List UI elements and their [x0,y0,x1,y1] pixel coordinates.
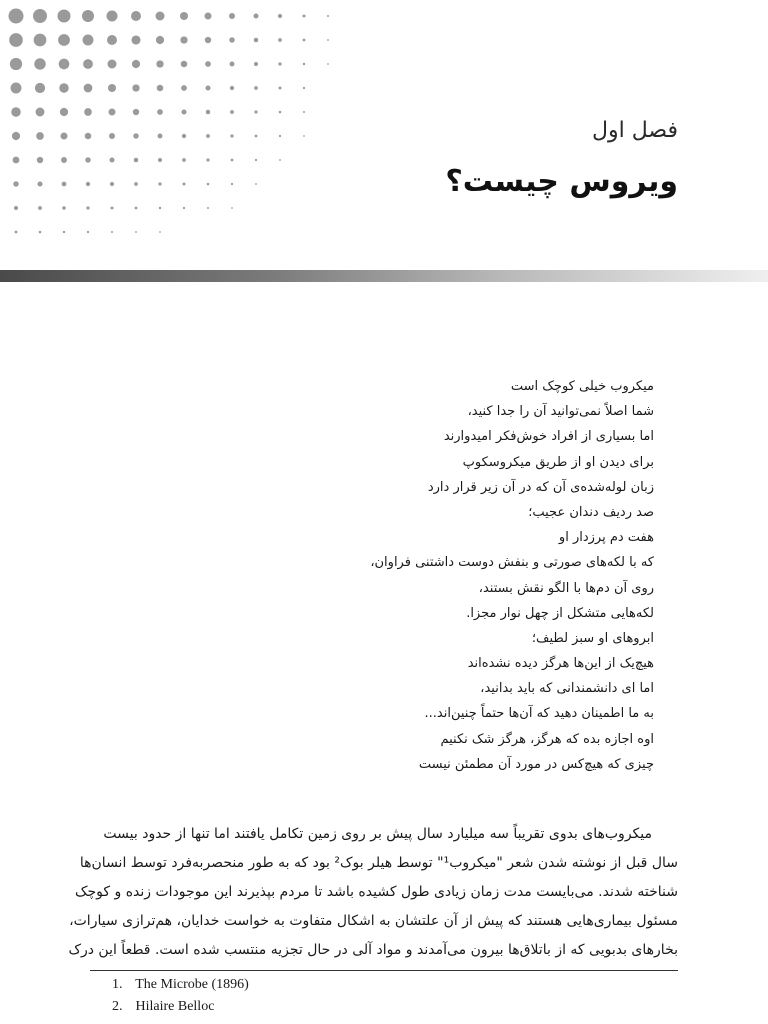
halftone-dot [60,132,67,139]
poem-line: روی آن دم‌ها با الگو نقش بستند، [478,580,654,596]
halftone-dot [255,183,257,185]
footnote-number: 2. [112,999,123,1014]
halftone-dot [83,59,93,69]
halftone-dot [86,182,90,186]
halftone-dot [254,86,258,90]
halftone-dot [34,58,45,69]
halftone-dot [254,38,259,43]
halftone-dot [254,110,257,113]
halftone-dot [303,87,305,89]
halftone-dot [181,109,186,114]
halftone-dot [59,59,70,70]
halftone-dot [61,157,67,163]
halftone-dot [206,134,210,138]
halftone-dot [11,83,22,94]
body-line: بخارهای بدبویی که از باتلاق‌ها بیرون می‌آمدند و مواد آلی در حال تجزیه منتسب شده است. قطعاً این درک [68,942,678,958]
body-line: سال قبل از نوشته شدن شعر "میکروب¹" توسط هیلر بوک² بود که به طور منحصربه‌فرد توسط انسان‌ها [79,855,678,871]
footnote-item [112,996,249,1018]
halftone-dot [133,133,138,138]
halftone-dot [206,158,209,161]
halftone-dot [303,39,306,42]
footnotes [112,974,249,1018]
halftone-dot [9,9,24,24]
halftone-dot [12,132,20,140]
halftone-dot [37,181,42,186]
halftone-dot [11,107,21,117]
halftone-dot [109,133,115,139]
halftone-dot [158,182,161,185]
halftone-dot [131,35,140,44]
header-gradient-rule [0,270,768,282]
halftone-dot [159,207,161,209]
halftone-dot [230,86,234,90]
halftone-dot [134,158,139,163]
halftone-dot [107,35,117,45]
footnote-text: The Microbe (1896) [135,977,249,992]
footnote-divider [90,970,678,971]
poem-line: ابروهای او سبز لطیف؛ [531,630,654,646]
halftone-dot [10,58,22,70]
poem [254,374,654,777]
halftone-dot [87,231,89,233]
halftone-dot [82,10,94,22]
halftone-dot [180,36,187,43]
halftone-dot [303,111,305,113]
halftone-dot [206,110,210,114]
halftone-dot [34,34,47,47]
poem-line: صد ردیف دندان عجیب؛ [528,504,654,520]
halftone-dot [59,83,68,92]
poem-line: لکه‌هایی متشکل از چهل نوار مجزا. [466,605,654,621]
halftone-dot [14,206,18,210]
halftone-dot [205,13,212,20]
body-line: شناخته شدند. می‌بایست مدت زمان زیادی طول کشیده باشد تا مردم بپذیرند این موجودات زنده و کوچک [74,884,678,900]
halftone-dot [230,110,234,114]
poem-line: که با لکه‌های صورتی و بنفش دوست داشتنی فراوان، [370,555,654,571]
body-paragraph [68,820,678,965]
halftone-dot [279,159,281,161]
halftone-dot [231,159,234,162]
halftone-dot [279,87,282,90]
halftone-dot [111,231,113,233]
halftone-dot [13,157,20,164]
halftone-dot [231,207,233,209]
halftone-dot [109,109,116,116]
halftone-dot [157,85,164,92]
halftone-dot [85,157,90,162]
poem-line: اما ای دانشمندانی که باید بدانید، [480,681,654,697]
halftone-dot [108,60,117,69]
halftone-dot [36,108,45,117]
halftone-dot [132,60,140,68]
footnote-number: 1. [112,977,123,992]
halftone-dot [255,159,257,161]
poem-line: اوه اجازه بده که هرگز، هرگز شک نکنیم [440,731,654,747]
halftone-dot [156,60,163,67]
halftone-dot [107,11,118,22]
poem-line: چیزی که هیچ‌کس در مورد آن مطمئن نیست [418,756,654,772]
halftone-dot [84,84,93,93]
halftone-dot [278,14,282,18]
halftone-dot [230,62,235,67]
halftone-dot [60,108,68,116]
poem-line: هفت دم پرزدار او [558,530,654,546]
halftone-dot [229,37,234,42]
halftone-dot [181,61,188,68]
halftone-dot [303,15,306,18]
halftone-dot [156,36,164,44]
halftone-dot [135,207,138,210]
halftone-dot [278,62,281,65]
halftone-dot [132,84,139,91]
body-line: مسئول بیماری‌هایی هستند که پیش از آن علتشان به اشکال متفاوت به خواست خدایان، هم‌ترازی سیارات، [69,913,678,929]
poem-line: برای دیدن او از طریق میکروسکوپ [462,454,654,470]
halftone-dot [62,206,66,210]
halftone-dot [156,12,165,21]
halftone-dot [255,135,258,138]
poem-line: به ما اطمینان دهید که آن‌ها حتماً چنین‌اند... [424,706,654,722]
halftone-dot [108,84,116,92]
chapter-title: ویروس چیست؟ [445,164,678,199]
halftone-dot [131,11,141,21]
halftone-dot [83,35,94,46]
poem-line: زبان لوله‌شده‌ی آن که در آن زیر قرار دارد [427,479,654,495]
halftone-dot [135,231,137,233]
halftone-dot [207,207,209,209]
halftone-dot [254,14,259,19]
halftone-dot [183,183,186,186]
halftone-dot [111,207,114,210]
halftone-dot [35,83,45,93]
halftone-dot [58,34,70,46]
halftone-dot [278,38,282,42]
halftone-dot [182,158,186,162]
halftone-dot [134,182,138,186]
halftone-dot [327,63,329,65]
halftone-dot [110,182,114,186]
halftone-dot [229,13,235,19]
halftone-dot [159,231,161,233]
poem-line: شما اصلاً نمی‌توانید آن را جدا کنید، [467,404,654,420]
halftone-dot [84,108,92,116]
halftone-dot [231,183,233,185]
halftone-dot [15,231,18,234]
halftone-dot [157,109,163,115]
halftone-dot [62,182,67,187]
halftone-dot [36,132,44,140]
halftone-dot [254,62,258,66]
halftone-dot [133,109,139,115]
halftone-dot [303,63,305,65]
halftone-dot [180,12,188,20]
halftone-dot [110,158,115,163]
halftone-dot [205,85,210,90]
body-line: میکروب‌های بدوی تقریباً سه میلیارد سال پیش بر روی زمین تکامل یافتند اما تنها از حدود بیست [103,826,652,842]
halftone-dot [327,39,329,41]
footnote-text: Hilaire Belloc [135,999,215,1014]
halftone-dot [58,10,71,23]
halftone-dot [279,135,281,137]
footnote-item [112,974,249,996]
chapter-label: فصل اول [592,118,678,143]
halftone-dot [85,133,92,140]
halftone-dot [181,85,187,91]
halftone-dot [158,158,162,162]
halftone-dot [207,183,210,186]
halftone-dot [86,206,89,209]
halftone-dot [33,9,47,23]
poem-line: میکروب خیلی کوچک است [510,379,654,394]
halftone-dot [230,134,233,137]
halftone-dot-pattern [0,0,400,260]
halftone-dot [63,231,65,233]
halftone-dot [38,206,42,210]
halftone-dot [327,15,329,17]
poem-line: اما بسیاری از افراد خوش‌فکر امیدوارند [443,429,654,445]
halftone-dot [158,134,163,139]
halftone-dot [205,61,211,67]
halftone-dot [279,111,282,114]
halftone-dot [303,135,305,137]
halftone-dot [205,37,211,43]
halftone-dot [182,134,186,138]
halftone-dot [39,231,42,234]
halftone-dot [183,207,185,209]
halftone-dot [13,181,18,186]
poem-line: هیچ‌یک از این‌ها هرگز دیده نشده‌اند [467,656,654,672]
halftone-dot [9,33,23,47]
halftone-dot [37,157,43,163]
